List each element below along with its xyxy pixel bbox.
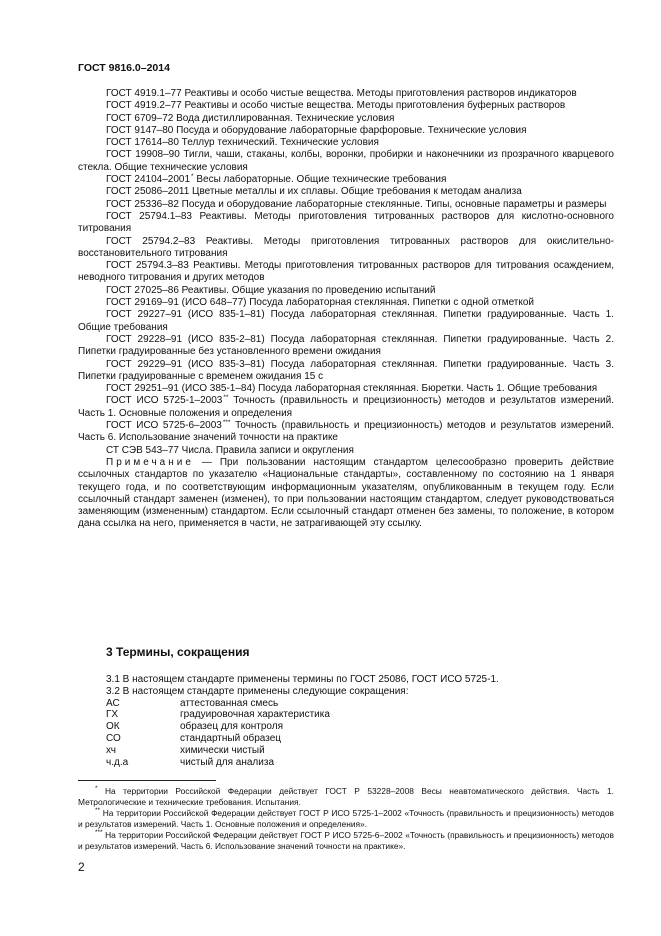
document-header: ГОСТ 9816.0–2014	[78, 62, 170, 74]
abbreviation-meaning: градуировочная характеристика	[180, 709, 330, 721]
reference-item: ГОСТ 6709–72 Вода дистиллированная. Технические условия	[106, 112, 395, 124]
note-heading: Примечание	[106, 456, 194, 468]
abbreviation-meaning: химически чистый	[180, 744, 265, 756]
footnote-divider	[78, 780, 216, 781]
section-paragraph: 3.1 В настоящем стандарте применены термины по ГОСТ 25086, ГОСТ ИСО 5725-1.	[106, 674, 499, 685]
abbreviation-code: ОК	[106, 721, 120, 733]
reference-item: ГОСТ ИСО 5725-1–2003** Точность (правильность и прецизионность) методов и результатов измерений. Часть 1. Основные положения и определения	[78, 394, 614, 419]
abbreviation-code: ч.д.а	[106, 756, 129, 768]
footnote-mark: ***	[222, 419, 231, 427]
footnote: * На территории Российской Федерации действует ГОСТ Р 53228–2008 Весы неавтоматического действия. Часть 1. Метрологические и технические требования. Испытания.	[78, 785, 614, 807]
page-number: 2	[78, 860, 85, 874]
footnote-mark: **	[95, 807, 101, 814]
reference-item: ГОСТ 27025–86 Реактивы. Общие указания по проведению испытаний	[106, 284, 436, 296]
reference-item: ГОСТ 4919.1–77 Реактивы и особо чистые вещества. Методы приготовления растворов индикаторов	[106, 88, 577, 99]
reference-item: ГОСТ 24104–2001* Весы лабораторные. Общие технические требования	[106, 173, 447, 186]
abbreviation-code: АС	[106, 697, 120, 709]
reference-item: ГОСТ 29169–91 (ИСО 648–77) Посуда лабораторная стеклянная. Пипетки с одной отметкой	[106, 297, 535, 309]
reference-item: ГОСТ 9147–80 Посуда и оборудование лабораторные фарфоровые. Технические условия	[106, 124, 527, 136]
footnote-mark: *	[191, 173, 194, 181]
section-title: 3 Термины, сокращения	[106, 645, 250, 659]
footnote: *** На территории Российской Федерации действует ГОСТ Р ИСО 5725-6–2002 «Точность (правильность и прецизионность) методов и результатов измерений. Часть 6. Использование значений точности на практике».	[78, 829, 614, 851]
abbreviation-meaning: стандартный образец	[180, 732, 282, 744]
abbreviation-meaning: образец для контроля	[180, 721, 284, 733]
abbreviation-code: СО	[106, 732, 121, 744]
footnote-mark: **	[223, 394, 229, 402]
reference-item: ГОСТ 17614–80 Теллур технический. Технические условия	[106, 137, 379, 149]
reference-item: ГОСТ 29227–91 (ИСО 835-1–81) Посуда лабораторная стеклянная. Пипетки градуированные. Часть 1. Общие требования	[78, 309, 614, 333]
reference-item: ГОСТ 25336–82 Посуда и оборудование лабораторные стеклянные. Типы, основные параметры и размеры	[106, 198, 607, 210]
reference-item: ГОСТ 4919.2–77 Реактивы и особо чистые вещества. Методы приготовления буферных растворов	[106, 100, 566, 112]
footnote-mark: ***	[95, 829, 103, 836]
reference-item: ГОСТ 25794.1–83 Реактивы. Методы приготовления титрованных растворов для кислотно-основного титрования	[78, 210, 614, 235]
footnote: ** На территории Российской Федерации действует ГОСТ Р ИСО 5725-1–2002 «Точность (правильность и прецизионность) методов и результатов измерений. Часть 1. Основные положения и определения».	[78, 807, 614, 829]
reference-item: ГОСТ 29251–91 (ИСО 385-1–84) Посуда лабораторная стеклянная. Бюретки. Часть 1. Общие требования	[106, 383, 598, 395]
abbreviation-meaning: чистый для анализа	[180, 756, 275, 768]
footnotes	[78, 786, 614, 852]
abbreviation-row	[106, 698, 614, 710]
reference-item: ГОСТ 25794.3–83 Реактивы. Методы приготовления титрованных растворов для титрования осаждением, неводного титрования и других методов	[78, 260, 614, 284]
reference-item: ГОСТ 25794.2–83 Реактивы. Методы приготовления титрованных растворов для окислительно-восстановительного титрования	[78, 235, 614, 259]
reference-item: ГОСТ 29228–91 (ИСО 835-2–81) Посуда лабораторная стеклянная. Пипетки градуированные. Часть 2. Пипетки градуированные без установленного времени ожидания	[78, 333, 614, 358]
reference-item: СТ СЭВ 543–77 Числа. Правила записи и округления	[106, 444, 354, 456]
abbreviation-code: ГХ	[106, 709, 119, 721]
abbreviation-meaning: аттестованная смесь	[180, 697, 279, 709]
reference-item: ГОСТ ИСО 5725-6–2003*** Точность (правильность и прецизионность) методов и результатов измерений. Часть 6. Использование значений точности на практике	[78, 419, 614, 444]
abbreviation-row	[106, 745, 614, 757]
reference-item: ГОСТ 25086–2011 Цветные металлы и их сплавы. Общие требования к методам анализа	[106, 186, 522, 198]
note-paragraph: Примечание — При пользовании настоящим стандартом целесообразно проверить действие ссылочных стандартов по указателю «Национальные стандарты», составленному по состоянию на 1 января текущего года, и по соответствующим информационным указателям, опубликованным в текущем году. Если ссылочный стандарт заменен (изменен), то при пользовании настоящим стандартом, следует руководствоваться заменяющим (измененным) стандартом. Если ссылочный стандарт отменен без замены, то положение, в котором дана ссылка на него, применяется в части, не затрагивающей эту ссылку.	[78, 456, 614, 530]
section-body	[106, 674, 614, 768]
footnote-mark: *	[95, 785, 98, 792]
abbreviation-row	[106, 709, 614, 721]
section-paragraph: 3.2 В настоящем стандарте применены следующие сокращения:	[106, 685, 409, 697]
abbreviation-code: хч	[106, 744, 116, 756]
reference-item: ГОСТ 29229–91 (ИСО 835-3–81) Посуда лабораторная стеклянная. Пипетки градуированные. Часть 3. Пипетки градуированные с временем ожидания 15 с	[78, 358, 614, 382]
abbreviation-row	[106, 721, 614, 733]
abbreviation-row	[106, 757, 614, 769]
reference-item: ГОСТ 19908–90 Тигли, чаши, стаканы, колбы, воронки, пробирки и наконечники из прозрачного кварцевого стекла. Общие технические условия	[78, 149, 614, 173]
references-list	[78, 88, 614, 531]
abbreviation-row	[106, 733, 614, 745]
